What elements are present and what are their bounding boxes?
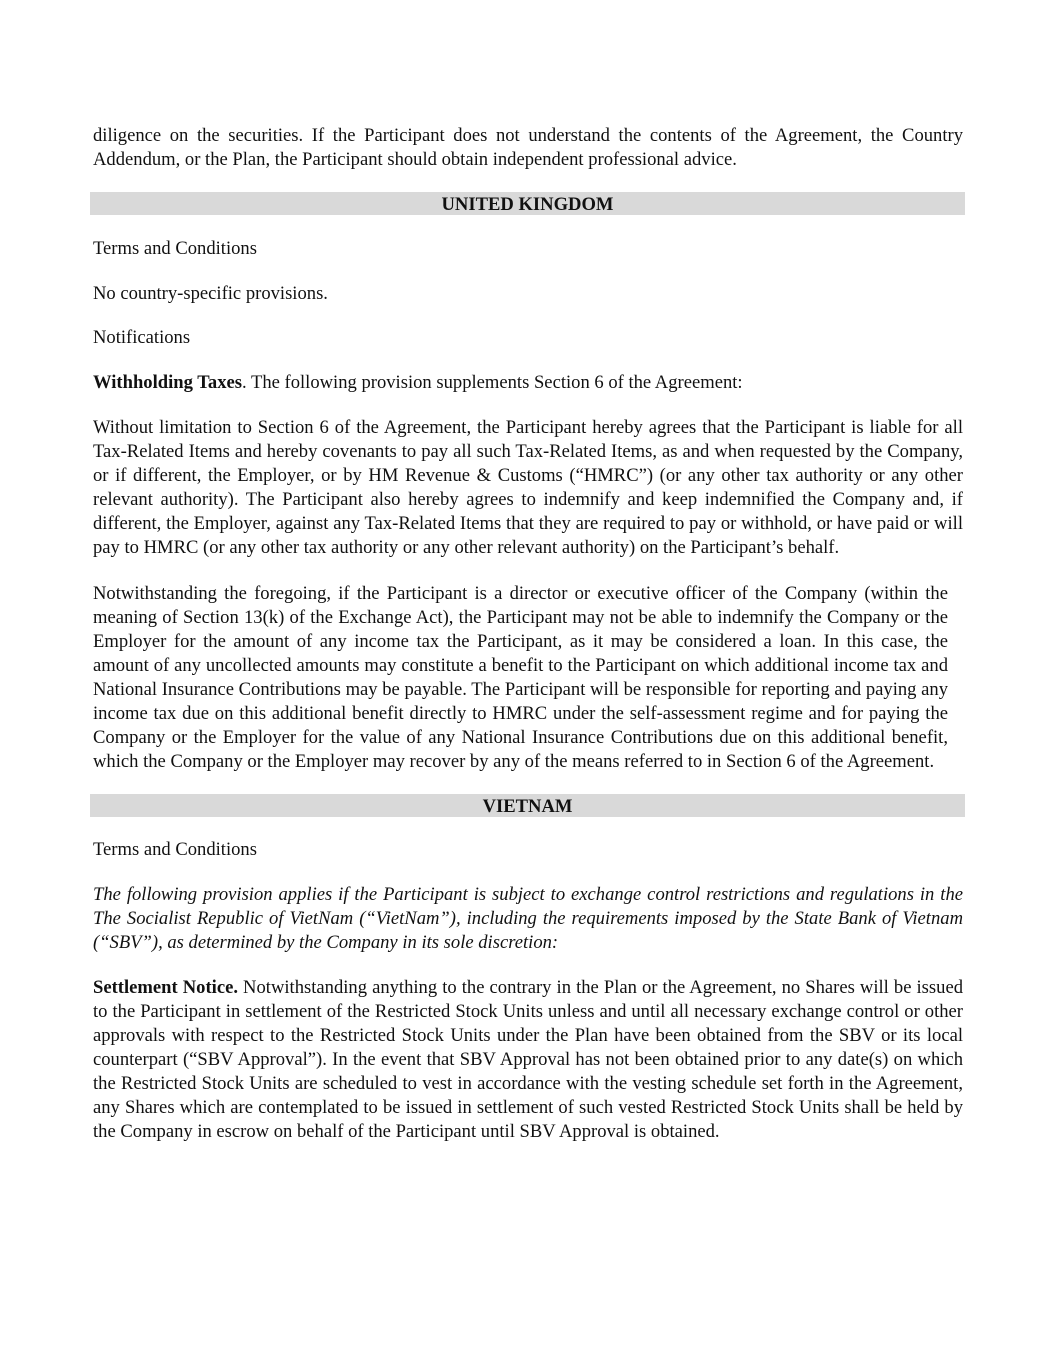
uk-withholding-paragraph: Without limitation to Section 6 of the Agreement, the Participant hereby agrees that the Participant is liable for all Tax-Related Items and hereby covenants to pay all such Tax-Related Items, as and when requested by the Company, or if different, the Employer, or by HM Revenue & Customs (“HMRC”) (or any other tax authority or any other relevant authority). The Participant also hereby agrees to indemnify and keep indemnified the Company and, if different, the Employer, against any Tax-Related Items that they are required to pay or withhold, or have paid or will pay to HMRC (or any other tax authority or any other relevant authority) on the Participant’s behalf. (93, 417, 963, 558)
withholding-title: Withholding Taxes (93, 372, 242, 393)
vietnam-italic-intro: The following provision applies if the Participant is subject to exchange control restrictions and regulations in the The Socialist Republic of VietNam (“VietNam”), including the requirements imposed by the State Bank of Vietnam (“SBV”), as determined by the Company in its sole discretion: (93, 884, 963, 953)
section-heading-vietnam: VIETNAM (90, 794, 965, 817)
uk-terms-label: Terms and Conditions (93, 238, 257, 259)
uk-withholding-line (93, 371, 963, 395)
vietnam-terms-label: Terms and Conditions (93, 839, 257, 860)
uk-no-provisions: No country-specific provisions. (93, 283, 328, 304)
uk-notifications-label: Notifications (93, 327, 191, 348)
vietnam-settlement-paragraph (93, 976, 963, 1144)
settlement-text: Notwithstanding anything to the contrary in the Plan or the Agreement, no Shares will be issued to the Participant in settlement of the Restricted Stock Units unless and until all necessary exchange control or other approvals with respect to the Restricted Stock Units under the Plan have been obtained from the SBV or its local counterpart (“SBV Approval”). In the event that SBV Approval has not been obtained prior to any date(s) on which the Restricted Stock Units are scheduled to vest in accordance with the vesting schedule set forth in the Agreement, any Shares which are contemplated to be issued in settlement of such vested Restricted Stock Units shall be held by the Company in escrow on behalf of the Participant until SBV Approval is obtained. (93, 977, 964, 1142)
intro-paragraph: diligence on the securities. If the Participant does not understand the contents of the Agreement, the Country Addendum, or the Plan, the Participant should obtain independent professional advice. (93, 125, 963, 170)
settlement-title: Settlement Notice. (93, 977, 238, 998)
withholding-intro: . The following provision supplements Section 6 of the Agreement: (242, 372, 743, 393)
uk-director-paragraph: Notwithstanding the foregoing, if the Participant is a director or executive officer of the Company (within the meaning of Section 13(k) of the Exchange Act), the Participant may not be able to indemnify the Company or the Employer for the amount of any income tax the Participant, as it may be considered a loan. In this case, the amount of any uncollected amounts may constitute a benefit to the Participant on which additional income tax and National Insurance Contributions may be payable. The Participant will be responsible for reporting and paying any income tax due on this additional benefit directly to HMRC under the self-assessment regime and for paying the Company or the Employer for the value of any National Insurance Contributions due on this additional benefit, which the Company or the Employer may recover by any of the means referred to in Section 6 of the Agreement. (93, 583, 948, 772)
document-page (93, 124, 963, 1144)
section-heading-united-kingdom: UNITED KINGDOM (90, 192, 965, 215)
